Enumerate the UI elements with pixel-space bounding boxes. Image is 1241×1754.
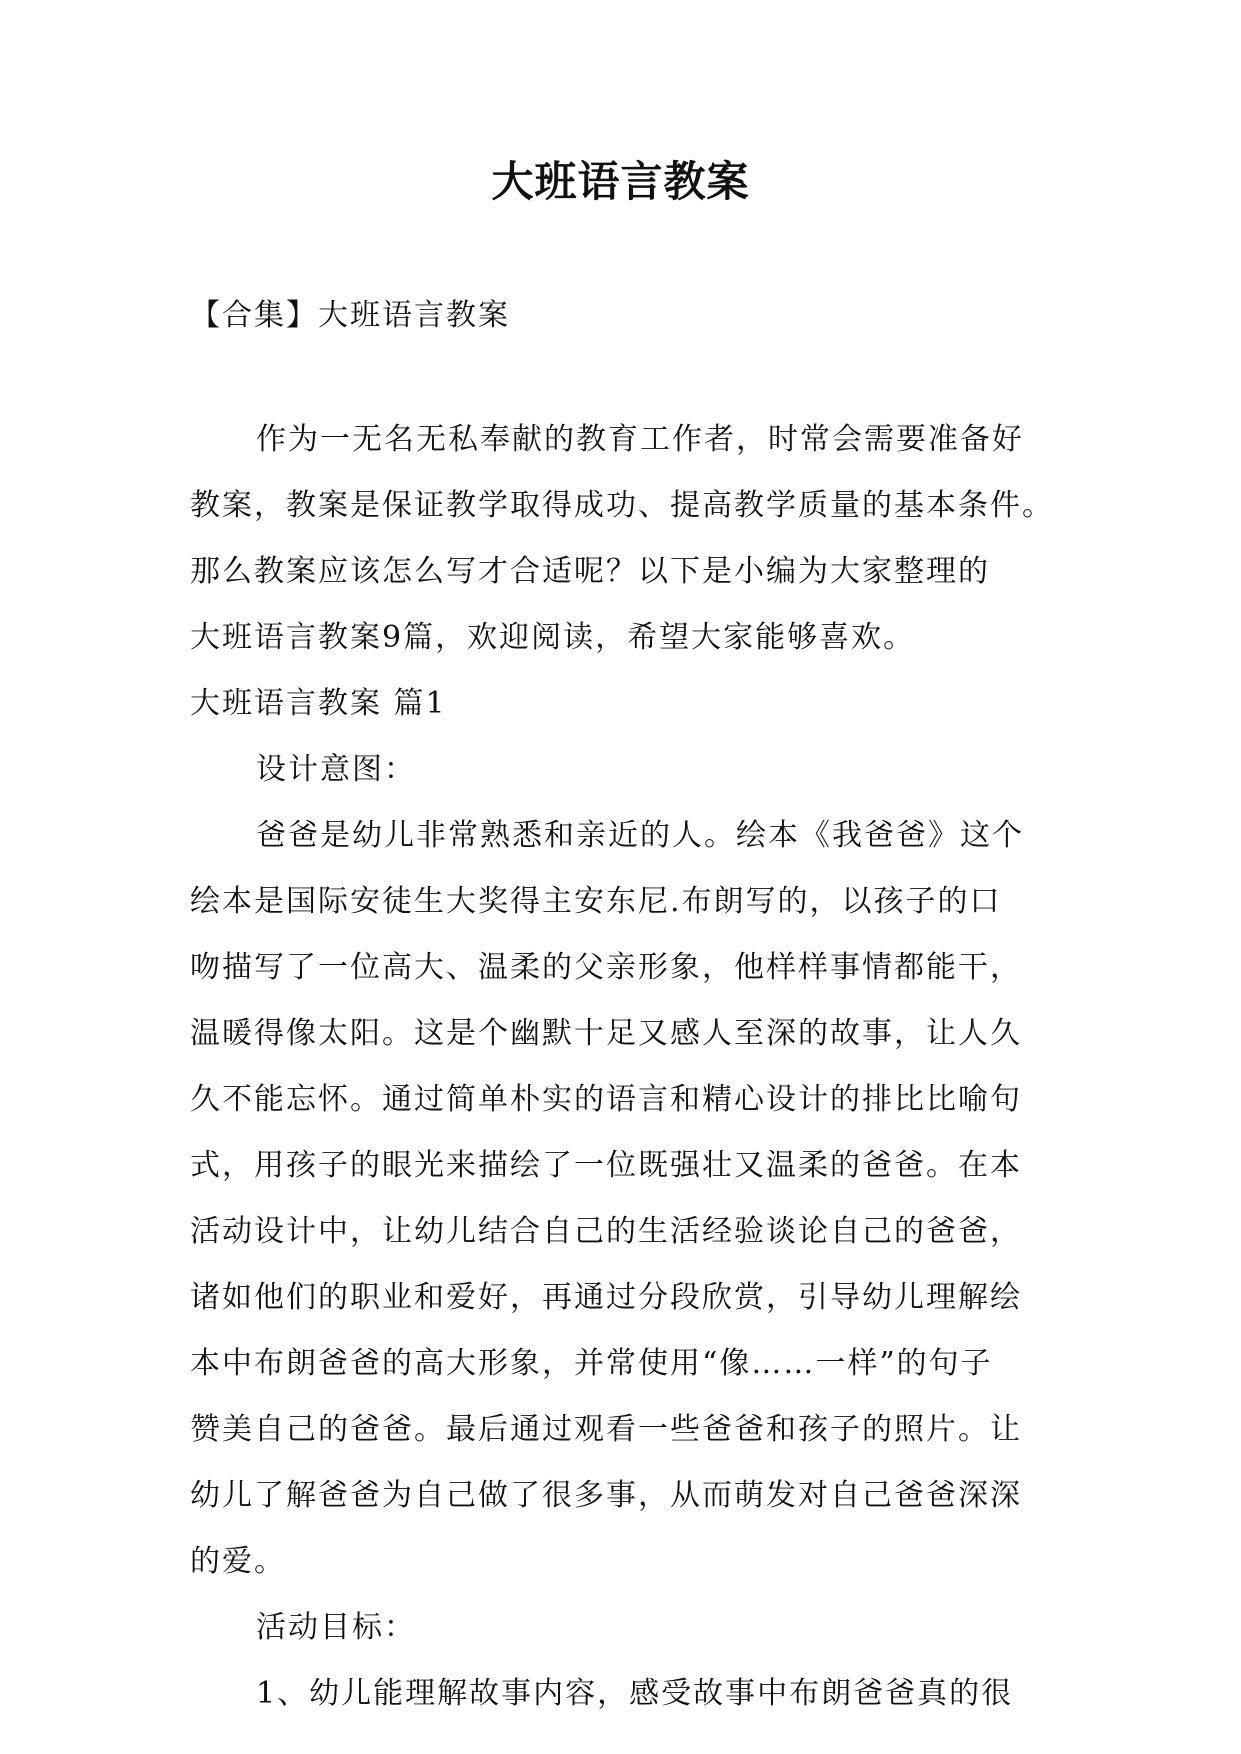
document-title: 大班语言教案 xyxy=(491,157,750,206)
text-line: 教案，教案是保证教学取得成功、提高教学质量的基本条件。 xyxy=(190,488,1054,523)
text-line: 那么教案应该怎么写才合适呢？以下是小编为大家整理的 xyxy=(190,554,990,589)
text-line: 赞美自己的爸爸。最后通过观看一些爸爸和孩子的照片。让 xyxy=(190,1412,1022,1447)
text-line: 绘本是国际安徒生大奖得主安东尼.布朗写的，以孩子的口 xyxy=(190,884,1002,919)
document-body xyxy=(190,407,1060,1727)
text-line: 式，用孩子的眼光来描绘了一位既强壮又温柔的爸爸。在本 xyxy=(190,1148,1022,1183)
text-line: 大班语言教案9篇，欢迎阅读，希望大家能够喜欢。 xyxy=(190,620,916,655)
text-line: 设计意图： xyxy=(256,752,416,787)
text-line: 爸爸是幼儿非常熟悉和亲近的人。绘本《我爸爸》这个 xyxy=(256,818,1024,853)
text-line: 活动目标： xyxy=(256,1610,416,1645)
text-line: 1、幼儿能理解故事内容，感受故事中布朗爸爸真的很 xyxy=(256,1676,1014,1711)
text-line: 作为一无名无私奉献的教育工作者，时常会需要准备好 xyxy=(256,422,1024,457)
text-line: 的爱。 xyxy=(190,1544,286,1579)
text-line: 活动设计中，让幼儿结合自己的生活经验谈论自己的爸爸， xyxy=(190,1214,1022,1249)
text-line: 幼儿了解爸爸为自己做了很多事，从而萌发对自己爸爸深深 xyxy=(190,1478,1022,1513)
text-line: 本中布朗爸爸的高大形象，并常使用“像……一样”的句子 xyxy=(190,1346,993,1381)
text-line: 吻描写了一位高大、温柔的父亲形象，他样样事情都能干， xyxy=(190,950,1022,985)
text-line: 久不能忘怀。通过简单朴实的语言和精心设计的排比比喻句 xyxy=(190,1082,1022,1117)
text-line: 温暖得像太阳。这是个幽默十足又感人至深的故事，让人久 xyxy=(190,1016,1022,1051)
document-subtitle: 【合集】大班语言教案 xyxy=(190,298,510,333)
text-line: 诸如他们的职业和爱好，再通过分段欣赏，引导幼儿理解绘 xyxy=(190,1280,1022,1315)
section-heading: 大班语言教案 篇1 xyxy=(190,686,447,721)
